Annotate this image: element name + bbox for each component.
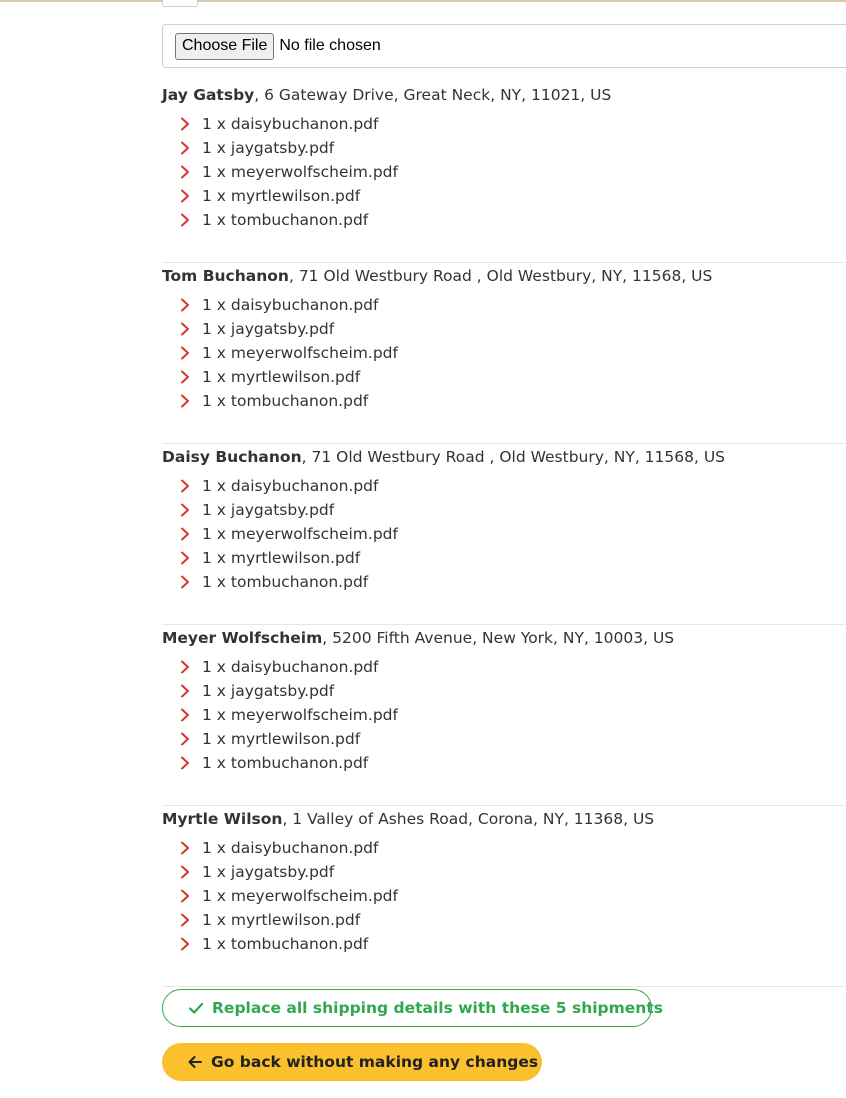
go-back-button-label: Go back without making any changes	[211, 1053, 539, 1071]
list-item	[162, 136, 398, 160]
list-item	[162, 751, 398, 775]
item-label: 1 x myrtlewilson.pdf	[202, 911, 361, 929]
item-label: 1 x myrtlewilson.pdf	[202, 730, 361, 748]
shipment-header	[162, 448, 725, 466]
list-item	[162, 522, 398, 546]
chevron-right-icon	[162, 660, 202, 674]
item-label: 1 x jaygatsby.pdf	[202, 682, 335, 700]
chevron-right-icon	[162, 322, 202, 336]
list-item	[162, 160, 398, 184]
shipment-item-list	[162, 293, 398, 413]
item-label: 1 x tombuchanon.pdf	[202, 573, 369, 591]
recipient-address: , 1 Valley of Ashes Road, Corona, NY, 11368, US	[282, 810, 655, 828]
shipment-item-list	[162, 474, 398, 594]
list-item	[162, 703, 398, 727]
chevron-right-icon	[162, 189, 202, 203]
list-item	[162, 727, 398, 751]
list-item	[162, 317, 398, 341]
chevron-right-icon	[162, 865, 202, 879]
chevron-right-icon	[162, 346, 202, 360]
replace-button-label: Replace all shipping details with these 5 shipments	[212, 999, 663, 1017]
chevron-right-icon	[162, 889, 202, 903]
chevron-right-icon	[162, 298, 202, 312]
item-label: 1 x daisybuchanon.pdf	[202, 658, 379, 676]
item-label: 1 x tombuchanon.pdf	[202, 392, 369, 410]
list-item	[162, 341, 398, 365]
recipient-name: Meyer Wolfscheim	[162, 629, 323, 647]
list-item	[162, 546, 398, 570]
chevron-right-icon	[162, 684, 202, 698]
item-label: 1 x meyerwolfscheim.pdf	[202, 706, 398, 724]
shipment-block	[162, 444, 846, 625]
list-item	[162, 932, 398, 956]
shipment-block	[162, 806, 846, 987]
item-label: 1 x tombuchanon.pdf	[202, 211, 369, 229]
list-item	[162, 498, 398, 522]
chevron-right-icon	[162, 575, 202, 589]
item-label: 1 x tombuchanon.pdf	[202, 935, 369, 953]
chevron-right-icon	[162, 479, 202, 493]
recipient-address: , 71 Old Westbury Road , Old Westbury, NY, 11568, US	[288, 267, 713, 285]
chevron-right-icon	[162, 527, 202, 541]
chevron-right-icon	[162, 708, 202, 722]
list-item	[162, 570, 398, 594]
top-divider	[0, 0, 846, 2]
chevron-right-icon	[162, 141, 202, 155]
check-icon	[187, 999, 205, 1017]
list-item	[162, 679, 398, 703]
list-item	[162, 365, 398, 389]
recipient-name: Myrtle Wilson	[162, 810, 283, 828]
list-item	[162, 184, 398, 208]
chevron-right-icon	[162, 937, 202, 951]
file-upload-field[interactable]	[162, 24, 846, 68]
item-label: 1 x daisybuchanon.pdf	[202, 839, 379, 857]
recipient-name: Daisy Buchanon	[162, 448, 302, 466]
chevron-right-icon	[162, 756, 202, 770]
shipment-item-list	[162, 112, 398, 232]
shipment-header	[162, 86, 611, 104]
list-item	[162, 208, 398, 232]
recipient-address: , 6 Gateway Drive, Great Neck, NY, 11021, US	[254, 86, 612, 104]
replace-shipments-button[interactable]	[162, 989, 663, 1027]
list-item	[162, 884, 398, 908]
item-label: 1 x daisybuchanon.pdf	[202, 296, 379, 314]
item-label: 1 x jaygatsby.pdf	[202, 501, 335, 519]
go-back-button[interactable]	[162, 1043, 542, 1081]
item-label: 1 x tombuchanon.pdf	[202, 754, 369, 772]
list-item	[162, 860, 398, 884]
chevron-right-icon	[162, 165, 202, 179]
item-label: 1 x myrtlewilson.pdf	[202, 368, 361, 386]
recipient-name: Jay Gatsby	[162, 86, 255, 104]
chevron-right-icon	[162, 394, 202, 408]
item-label: 1 x meyerwolfscheim.pdf	[202, 887, 398, 905]
recipient-address: , 5200 Fifth Avenue, New York, NY, 10003, US	[322, 629, 675, 647]
partial-input-box[interactable]	[162, 0, 198, 7]
list-item	[162, 655, 398, 679]
chevron-right-icon	[162, 503, 202, 517]
chevron-right-icon	[162, 551, 202, 565]
chevron-right-icon	[162, 841, 202, 855]
list-item	[162, 908, 398, 932]
item-label: 1 x jaygatsby.pdf	[202, 139, 335, 157]
file-status-text: No file chosen	[279, 37, 381, 54]
shipment-list	[162, 82, 846, 987]
chevron-right-icon	[162, 732, 202, 746]
list-item	[162, 836, 398, 860]
item-label: 1 x myrtlewilson.pdf	[202, 549, 361, 567]
shipment-header	[162, 629, 674, 647]
item-label: 1 x daisybuchanon.pdf	[202, 477, 379, 495]
recipient-address: , 71 Old Westbury Road , Old Westbury, NY, 11568, US	[301, 448, 726, 466]
shipment-header	[162, 267, 712, 285]
choose-file-button[interactable]: Choose File	[175, 33, 274, 60]
item-label: 1 x myrtlewilson.pdf	[202, 187, 361, 205]
item-label: 1 x meyerwolfscheim.pdf	[202, 525, 398, 543]
chevron-right-icon	[162, 370, 202, 384]
arrow-left-icon	[186, 1053, 204, 1071]
item-label: 1 x meyerwolfscheim.pdf	[202, 163, 398, 181]
shipment-item-list	[162, 836, 398, 956]
shipment-item-list	[162, 655, 398, 775]
shipment-block	[162, 625, 846, 806]
shipment-block	[162, 82, 846, 263]
recipient-name: Tom Buchanon	[162, 267, 289, 285]
chevron-right-icon	[162, 117, 202, 131]
list-item	[162, 474, 398, 498]
shipment-header	[162, 810, 654, 828]
item-label: 1 x jaygatsby.pdf	[202, 320, 335, 338]
item-label: 1 x daisybuchanon.pdf	[202, 115, 379, 133]
list-item	[162, 112, 398, 136]
shipment-block	[162, 263, 846, 444]
chevron-right-icon	[162, 913, 202, 927]
chevron-right-icon	[162, 213, 202, 227]
list-item	[162, 293, 398, 317]
item-label: 1 x jaygatsby.pdf	[202, 863, 335, 881]
item-label: 1 x meyerwolfscheim.pdf	[202, 344, 398, 362]
list-item	[162, 389, 398, 413]
